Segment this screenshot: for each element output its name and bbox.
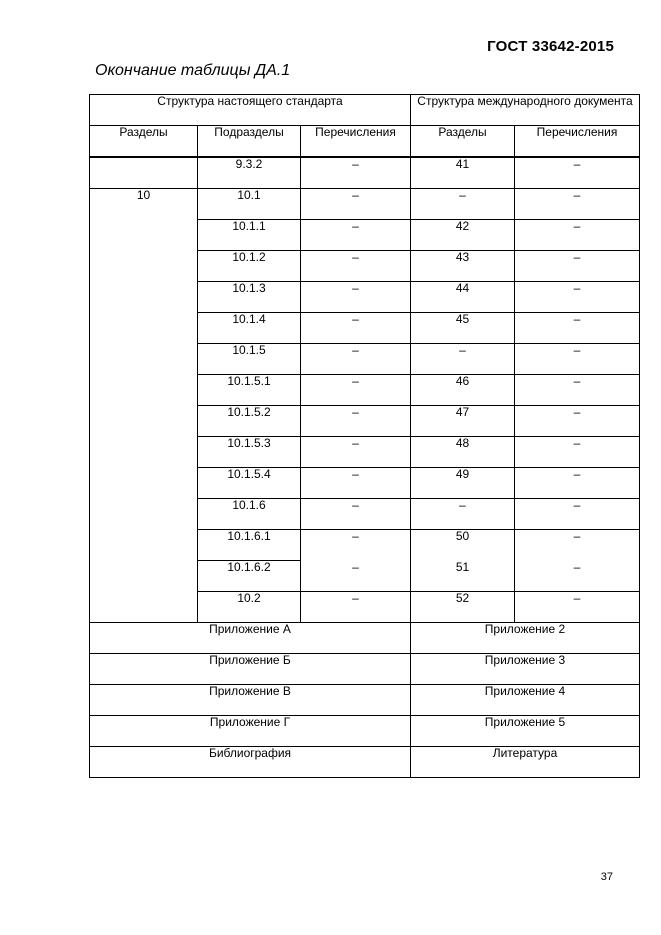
table-caption: Окончание таблицы ДА.1 <box>95 62 291 79</box>
int-enumeration-cell: – <box>515 282 640 313</box>
int-section-cell: – <box>411 499 515 530</box>
enumeration-cell: – <box>301 468 411 499</box>
int-enumeration-cell: – <box>515 468 640 499</box>
subsection-cell: 10.1.5.1 <box>198 375 301 406</box>
int-section-cell: 45 <box>411 313 515 344</box>
appendix-international-cell: Приложение 4 <box>411 685 640 716</box>
enumeration-cell: – <box>301 157 411 189</box>
int-enumeration-cell: – <box>515 561 640 592</box>
subsection-cell: 10.2 <box>198 592 301 623</box>
subsection-cell: 10.1.6 <box>198 499 301 530</box>
int-section-cell: 48 <box>411 437 515 468</box>
int-section-cell: 44 <box>411 282 515 313</box>
group-header-row <box>90 95 640 126</box>
subsection-cell: 10.1.5.2 <box>198 406 301 437</box>
appendix-row <box>90 747 640 778</box>
int-section-cell: 52 <box>411 592 515 623</box>
col-header-int-enumerations: Перечисления <box>515 126 640 158</box>
int-enumeration-cell: – <box>515 499 640 530</box>
enumeration-cell: – <box>301 437 411 468</box>
int-section-cell: – <box>411 344 515 375</box>
subsection-cell: 10.1 <box>198 189 301 220</box>
subsection-cell: 9.3.2 <box>198 157 301 189</box>
int-section-cell: 42 <box>411 220 515 251</box>
enumeration-cell: – <box>301 375 411 406</box>
subsection-cell: 10.1.6.2 <box>198 561 301 592</box>
appendix-row <box>90 685 640 716</box>
int-enumeration-cell: – <box>515 375 640 406</box>
int-section-cell: 51 <box>411 561 515 592</box>
appendix-row <box>90 623 640 654</box>
int-section-cell: – <box>411 189 515 220</box>
column-header-row <box>90 126 640 158</box>
int-section-cell: 46 <box>411 375 515 406</box>
appendix-international-cell: Приложение 3 <box>411 654 640 685</box>
table-row <box>90 157 640 189</box>
appendix-national-cell: Приложение Г <box>90 716 411 747</box>
group-header-national: Структура настоящего стандарта <box>90 95 411 126</box>
section-cell <box>90 157 198 189</box>
subsection-cell: 10.1.6.1 <box>198 530 301 561</box>
int-enumeration-cell: – <box>515 344 640 375</box>
correspondence-table <box>89 94 640 778</box>
group-header-international: Структура международного документа <box>411 95 640 126</box>
enumeration-cell: – <box>301 251 411 282</box>
subsection-cell: 10.1.4 <box>198 313 301 344</box>
int-section-cell: 43 <box>411 251 515 282</box>
col-header-subsections: Подразделы <box>198 126 301 158</box>
col-header-int-sections: Разделы <box>411 126 515 158</box>
int-section-cell: 49 <box>411 468 515 499</box>
subsection-cell: 10.1.1 <box>198 220 301 251</box>
int-section-cell: 41 <box>411 157 515 189</box>
int-section-cell: 50 <box>411 530 515 561</box>
int-enumeration-cell: – <box>515 530 640 561</box>
int-enumeration-cell: – <box>515 313 640 344</box>
subsection-cell: 10.1.5.3 <box>198 437 301 468</box>
appendix-national-cell: Приложение А <box>90 623 411 654</box>
document-code: ГОСТ 33642-2015 <box>487 38 614 55</box>
table-row <box>90 189 640 220</box>
subsection-cell: 10.1.5.4 <box>198 468 301 499</box>
int-enumeration-cell: – <box>515 437 640 468</box>
section-cell: 10 <box>90 189 198 623</box>
subsection-cell: 10.1.5 <box>198 344 301 375</box>
appendix-national-cell: Библиография <box>90 747 411 778</box>
enumeration-cell: – <box>301 499 411 530</box>
enumeration-cell: – <box>301 313 411 344</box>
int-enumeration-cell: – <box>515 251 640 282</box>
appendix-international-cell: Приложение 5 <box>411 716 640 747</box>
appendix-international-cell: Приложение 2 <box>411 623 640 654</box>
enumeration-cell: – <box>301 530 411 561</box>
col-header-sections: Разделы <box>90 126 198 158</box>
page-number: 37 <box>600 871 613 883</box>
appendix-national-cell: Приложение В <box>90 685 411 716</box>
int-section-cell: 47 <box>411 406 515 437</box>
enumeration-cell: – <box>301 282 411 313</box>
enumeration-cell: – <box>301 220 411 251</box>
int-enumeration-cell: – <box>515 406 640 437</box>
int-enumeration-cell: – <box>515 157 640 189</box>
enumeration-cell: – <box>301 189 411 220</box>
appendix-international-cell: Литература <box>411 747 640 778</box>
enumeration-cell: – <box>301 561 411 592</box>
enumeration-cell: – <box>301 344 411 375</box>
appendix-row <box>90 654 640 685</box>
int-enumeration-cell: – <box>515 592 640 623</box>
subsection-cell: 10.1.2 <box>198 251 301 282</box>
enumeration-cell: – <box>301 592 411 623</box>
enumeration-cell: – <box>301 406 411 437</box>
appendix-row <box>90 716 640 747</box>
subsection-cell: 10.1.3 <box>198 282 301 313</box>
int-enumeration-cell: – <box>515 220 640 251</box>
col-header-enumerations: Перечисления <box>301 126 411 158</box>
int-enumeration-cell: – <box>515 189 640 220</box>
appendix-national-cell: Приложение Б <box>90 654 411 685</box>
